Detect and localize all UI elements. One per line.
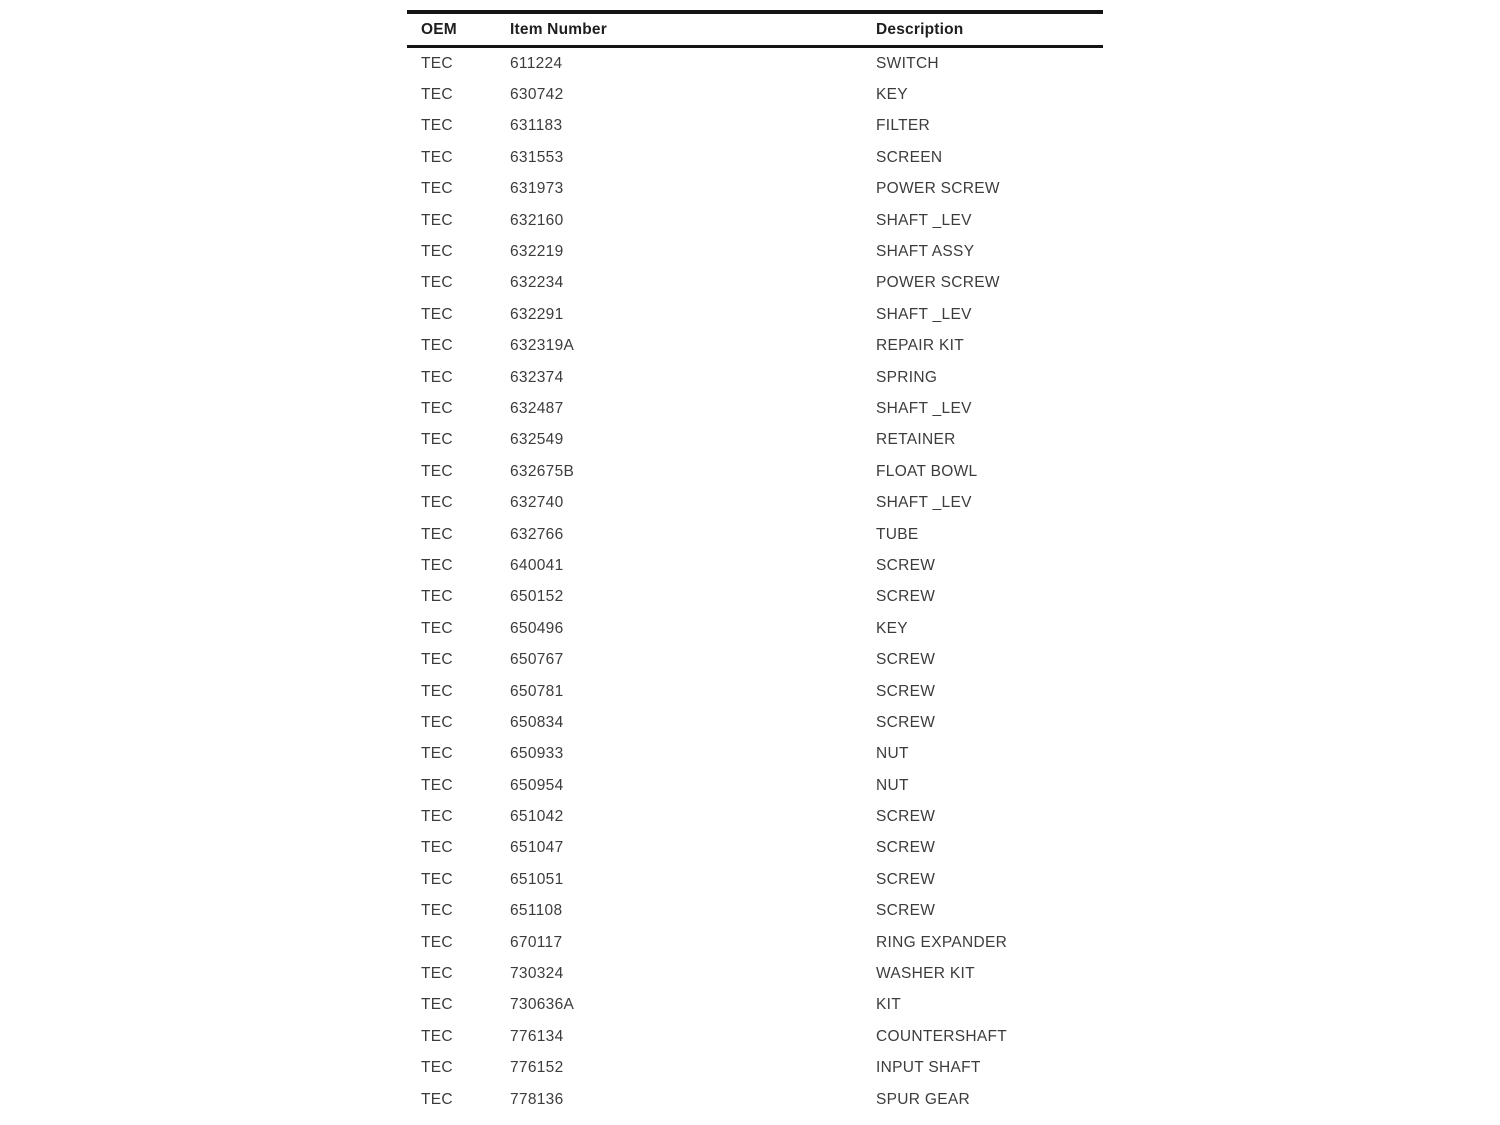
item-number-cell: 640041 [510,556,564,574]
item-number-cell: 632740 [510,494,564,512]
table-row [407,393,1103,424]
oem-cell: TEC [421,902,453,920]
item-number-cell: 776152 [510,1059,564,1077]
table-row [407,927,1103,958]
table-row [407,299,1103,330]
table-row [407,425,1103,456]
description-cell: KEY [876,619,908,637]
table-row [407,331,1103,362]
item-number-cell: 632675B [510,462,575,480]
description-cell: SCREW [876,713,936,731]
table-row [407,896,1103,927]
oem-cell: TEC [421,462,453,480]
item-number-cell: 632487 [510,399,564,417]
item-number-cell: 650152 [510,588,564,606]
oem-cell: TEC [421,839,453,857]
item-number-cell: 650496 [510,619,564,637]
item-number-cell: 611224 [510,54,563,72]
description-cell: SCREW [876,870,936,888]
oem-cell: TEC [421,305,453,323]
oem-cell: TEC [421,808,453,826]
description-cell: SCREW [876,651,936,669]
description-cell: SCREW [876,839,936,857]
item-number-cell: 632549 [510,431,564,449]
table-row [407,582,1103,613]
oem-cell: TEC [421,745,453,763]
oem-cell: TEC [421,713,453,731]
table-row [407,739,1103,770]
table-row [407,833,1103,864]
table-row [407,676,1103,707]
item-number-cell: 670117 [510,933,563,951]
item-number-cell: 650767 [510,651,564,669]
oem-cell: TEC [421,525,453,543]
table-row [407,111,1103,142]
item-number-cell: 651051 [510,870,564,888]
oem-cell: TEC [421,619,453,637]
oem-cell: TEC [421,682,453,700]
oem-cell: TEC [421,933,453,951]
item-number-cell: 632319A [510,337,575,355]
description-cell: NUT [876,776,909,794]
item-number-cell: 650834 [510,713,564,731]
oem-cell: TEC [421,180,453,198]
description-cell: SHAFT _LEV [876,399,972,417]
table-row [407,990,1103,1021]
table-row [407,487,1103,518]
oem-cell: TEC [421,211,453,229]
table-row [407,456,1103,487]
table-row [407,1053,1103,1084]
oem-cell: TEC [421,1027,453,1045]
description-cell: FILTER [876,117,931,135]
description-cell: POWER SCREW [876,274,1000,292]
description-cell: FLOAT BOWL [876,462,978,480]
oem-cell: TEC [421,54,453,72]
oem-cell: TEC [421,368,453,386]
item-number-cell: 651042 [510,808,564,826]
description-cell: RING EXPANDER [876,933,1008,951]
description-cell: SWITCH [876,54,939,72]
table-row [407,362,1103,393]
item-number-cell: 632766 [510,525,564,543]
description-cell: SCREW [876,588,936,606]
item-number-cell: 632234 [510,274,564,292]
oem-cell: TEC [421,776,453,794]
item-number-cell: 730636A [510,996,575,1014]
description-cell: KIT [876,996,902,1014]
item-number-cell: 632160 [510,211,564,229]
description-cell: SHAFT _LEV [876,305,972,323]
description-cell: SHAFT _LEV [876,211,972,229]
oem-cell: TEC [421,556,453,574]
table-row [407,864,1103,895]
table-row [407,48,1103,79]
oem-cell: TEC [421,870,453,888]
table-row [407,644,1103,675]
parts-table [407,10,1103,1115]
oem-cell: TEC [421,494,453,512]
description-cell: WASHER KIT [876,965,975,983]
description-cell: REPAIR KIT [876,337,964,355]
oem-cell: TEC [421,1059,453,1077]
item-number-cell: 650933 [510,745,564,763]
description-cell: SCREW [876,902,936,920]
table-row [407,205,1103,236]
table-row [407,268,1103,299]
item-number-cell: 630742 [510,86,564,104]
table-row [407,1084,1103,1115]
description-cell: SHAFT _LEV [876,494,972,512]
description-cell: KEY [876,86,908,104]
parts-table-body [407,48,1103,1115]
item-number-cell: 632291 [510,305,564,323]
oem-cell: TEC [421,1090,453,1108]
oem-cell: TEC [421,996,453,1014]
description-cell: TUBE [876,525,919,543]
column-header-item-number: Item Number [510,20,607,38]
item-number-cell: 650781 [510,682,564,700]
oem-cell: TEC [421,243,453,261]
item-number-cell: 651108 [510,902,563,920]
item-number-cell: 631553 [510,148,564,166]
table-header-row [407,14,1103,45]
description-cell: SCREW [876,682,936,700]
table-row [407,174,1103,205]
oem-cell: TEC [421,86,453,104]
table-row [407,958,1103,989]
table-row [407,519,1103,550]
table-row [407,707,1103,738]
oem-cell: TEC [421,399,453,417]
oem-cell: TEC [421,651,453,669]
table-row [407,550,1103,581]
table-row [407,613,1103,644]
table-row [407,142,1103,173]
description-cell: SPUR GEAR [876,1090,970,1108]
oem-cell: TEC [421,588,453,606]
column-header-oem: OEM [421,20,457,38]
description-cell: SHAFT ASSY [876,243,975,261]
description-cell: SCREW [876,556,936,574]
item-number-cell: 631973 [510,180,564,198]
item-number-cell: 632374 [510,368,564,386]
item-number-cell: 776134 [510,1027,564,1045]
description-cell: SCREW [876,808,936,826]
item-number-cell: 650954 [510,776,564,794]
column-header-description: Description [876,20,964,38]
oem-cell: TEC [421,965,453,983]
table-row [407,770,1103,801]
description-cell: INPUT SHAFT [876,1059,981,1077]
table-row [407,79,1103,110]
oem-cell: TEC [421,117,453,135]
description-cell: NUT [876,745,909,763]
description-cell: RETAINER [876,431,956,449]
oem-cell: TEC [421,148,453,166]
description-cell: SPRING [876,368,938,386]
oem-cell: TEC [421,337,453,355]
description-cell: SCREEN [876,148,943,166]
table-row [407,801,1103,832]
item-number-cell: 730324 [510,965,564,983]
table-row [407,236,1103,267]
item-number-cell: 632219 [510,243,564,261]
description-cell: COUNTERSHAFT [876,1027,1008,1045]
item-number-cell: 778136 [510,1090,564,1108]
oem-cell: TEC [421,274,453,292]
item-number-cell: 631183 [510,117,563,135]
table-row [407,1021,1103,1052]
item-number-cell: 651047 [510,839,564,857]
description-cell: POWER SCREW [876,180,1000,198]
oem-cell: TEC [421,431,453,449]
